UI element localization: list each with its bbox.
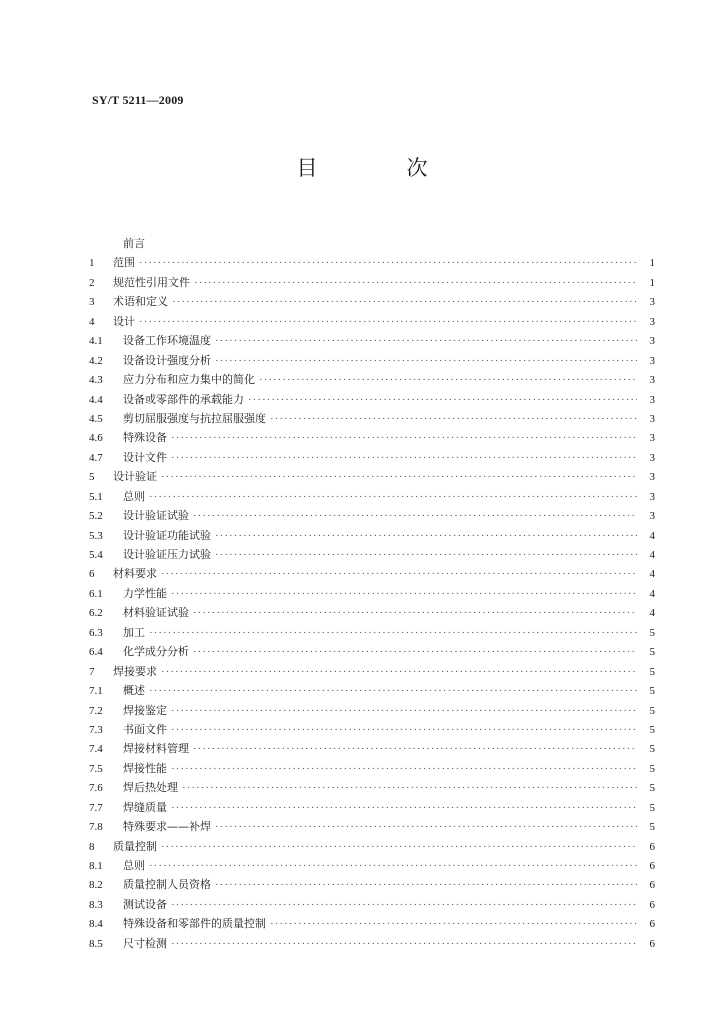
toc-entry[interactable] [89,564,655,583]
toc-entry-label: 质量控制 [113,839,157,853]
toc-entry-number: 4.2 [89,354,103,367]
toc-entry-page-number: 6 [649,937,655,950]
toc-entry-number: 7.7 [89,801,103,814]
toc-entry-page-number: 4 [649,549,655,561]
toc-entry-page-number: 5 [649,685,655,698]
toc-entry-number: 8 [89,840,95,853]
toc-entry-number: 4.6 [89,432,103,445]
toc-entry-number: 6 [89,568,95,581]
toc-entry-page-number: 6 [649,879,655,892]
toc-dot-leader [270,410,637,429]
page-title: 目 次 [296,156,462,180]
toc-dot-leader [171,449,637,468]
toc-entry-number: 7 [89,665,95,678]
toc-entry-page-number: 6 [649,898,655,911]
toc-entry-number: 5.4 [89,549,103,561]
toc-entry[interactable] [89,623,655,642]
toc-entry-label: 范围 [113,256,135,270]
toc-entry-page-number: 5 [649,743,655,756]
toc-entry-label: 特殊要求——补焊 [123,820,211,834]
toc-entry[interactable] [89,662,655,681]
toc-dot-leader [161,468,637,487]
toc-entry-page-number: 5 [649,782,655,795]
toc-entry-label: 测试设备 [123,897,167,911]
toc-entry[interactable] [89,448,655,467]
toc-dot-leader [161,838,637,857]
toc-entry-page-number: 3 [649,354,655,367]
toc-entry-page-number: 5 [649,762,655,775]
toc-dot-leader [193,643,637,662]
toc-entry-page-number: 6 [649,840,655,853]
toc-entry-page-number: 3 [649,432,655,445]
toc-entry[interactable] [89,467,655,486]
toc-entry-label: 焊缝质量 [123,800,167,814]
toc-entry-number: 5.1 [89,490,103,503]
toc-entry-page-number: 3 [649,451,655,464]
toc-entry-number: 7.4 [89,743,103,756]
toc-entry-label: 材料要求 [113,567,157,581]
toc-entry-label: 设计验证功能试验 [123,528,211,542]
toc-entry[interactable] [89,487,655,506]
toc-entry-page-number: 5 [649,646,655,659]
toc-dot-leader [171,721,637,740]
toc-entry[interactable] [89,837,655,856]
toc-entry-number: 5 [89,471,95,484]
toc-dot-leader [215,818,637,837]
standard-number: SY/T 5211—2009 [92,93,184,107]
toc-entry-label: 总则 [123,859,145,872]
toc-dot-leader [215,352,637,371]
toc-dot-leader [270,915,637,934]
toc-entry[interactable] [89,409,655,428]
toc-entry[interactable] [89,253,655,272]
toc-entry-page-number: 5 [649,704,655,717]
toc-entry-number: 4.4 [89,393,103,406]
toc-entry-label: 规范性引用文件 [113,275,190,289]
toc-entry-number: 6.4 [89,646,103,659]
toc-entry-number: 7.2 [89,704,103,717]
toc-dot-leader [172,293,637,312]
toc-entry[interactable] [89,526,655,545]
toc-entry-page-number: 3 [649,296,655,309]
toc-entry-label: 设计文件 [123,450,167,464]
toc-entry-label: 化学成分分析 [123,645,189,659]
toc-entry-page-number: 5 [649,723,655,736]
toc-entry-page-number: 1 [649,257,655,270]
toc-entry-page-number: 3 [649,335,655,348]
toc-entry[interactable] [89,234,655,253]
toc-entry-number: 8.4 [89,918,103,931]
toc-entry[interactable] [89,351,655,370]
toc-entry-page-number: 5 [649,626,655,639]
toc-dot-leader [149,682,637,701]
toc-entry-label: 前言 [123,237,145,250]
toc-dot-leader [215,546,637,565]
toc-entry-page-number: 3 [649,412,655,425]
toc-entry-label: 设计验证压力试验 [123,548,211,561]
toc-entry-label: 力学性能 [123,586,167,600]
toc-dot-leader [171,429,637,448]
toc-entry[interactable] [89,759,655,778]
toc-entry[interactable] [89,817,655,836]
toc-entry[interactable] [89,273,655,292]
toc-entry-label: 焊后热处理 [123,781,178,795]
toc-entry-page-number: 3 [649,471,655,484]
toc-entry-number: 7.6 [89,782,103,795]
toc-entry[interactable] [89,701,655,720]
toc-dot-leader [161,565,637,584]
toc-entry-number: 3 [89,296,95,309]
toc-dot-leader [171,935,637,954]
toc-entry-label: 焊接性能 [123,761,167,775]
toc-entry-page-number: 3 [649,490,655,503]
toc-dot-leader [182,779,637,798]
toc-entry-page-number: 3 [649,510,655,523]
toc-entry-page-number: 3 [649,315,655,328]
toc-entry-page-number: 5 [649,821,655,834]
toc-entry-number: 4.7 [89,451,103,464]
toc-entry-label: 设计验证试验 [123,509,189,523]
toc-entry-number: 4 [89,315,95,328]
toc-entry-label: 设备或零部件的承载能力 [123,392,244,406]
toc-entry-page-number: 5 [649,801,655,814]
toc-dot-leader [215,332,637,351]
toc-dot-leader [139,254,637,273]
toc-entry[interactable] [89,895,655,914]
toc-entry-label: 尺寸检测 [123,936,167,950]
toc-entry[interactable] [89,934,655,953]
toc-entry-number: 8.2 [89,879,103,892]
toc-entry[interactable] [89,292,655,311]
toc-entry-page-number: 3 [649,374,655,387]
toc-entry-number: 7.1 [89,685,103,698]
toc-dot-leader [139,313,637,332]
toc-entry[interactable] [89,584,655,603]
toc-entry-page-number: 4 [649,587,655,600]
toc-entry[interactable] [89,428,655,447]
toc-dot-leader [215,876,637,895]
toc-entry-page-number: 6 [649,918,655,931]
toc-entry[interactable] [89,506,655,525]
toc-entry-page-number: 4 [649,607,655,620]
toc-entry-number: 6.1 [89,587,103,600]
toc-entry-page-number: 4 [649,529,655,542]
toc-dot-leader [194,274,637,293]
toc-dot-leader [171,799,637,818]
toc-dot-leader [193,604,637,623]
toc-entry-label: 概述 [123,684,145,698]
toc-entry[interactable] [89,914,655,933]
toc-entry-label: 应力分布和应力集中的简化 [123,373,255,387]
toc-entry[interactable] [89,603,655,622]
toc-entry-number: 1 [89,257,95,270]
toc-entry-number: 8.3 [89,898,103,911]
toc-entry-number: 5.3 [89,529,103,542]
toc-dot-leader [259,371,637,390]
toc-entry-label: 设备工作环境温度 [123,334,211,348]
toc-dot-leader [248,391,637,410]
toc-dot-leader [193,507,637,526]
toc-entry-number: 4.3 [89,374,103,387]
toc-entry-label: 焊接要求 [113,664,157,678]
toc-entry[interactable] [89,390,655,409]
toc-entry-label: 焊接鉴定 [123,703,167,717]
toc-dot-leader [161,663,637,682]
toc-entry-label: 加工 [123,625,145,639]
toc-entry-number: 8.1 [89,860,103,872]
toc-dot-leader [149,857,637,876]
toc-entry-number: 7.3 [89,723,103,736]
toc-entry-label: 设备设计强度分析 [123,353,211,367]
toc-entry-number: 6.3 [89,626,103,639]
toc-entry-number: 2 [89,276,95,289]
toc-entry[interactable] [89,856,655,875]
toc-entry-number: 4.1 [89,335,103,348]
toc-entry[interactable] [89,642,655,661]
toc-entry-label: 总则 [123,489,145,503]
toc-entry[interactable] [89,681,655,700]
toc-entry-number: 7.8 [89,821,103,834]
toc-entry-label: 剪切屈服强度与抗拉屈服强度 [123,411,266,425]
toc-entry-number: 8.5 [89,937,103,950]
toc-entry[interactable] [89,720,655,739]
toc-entry-page-number: 4 [649,568,655,581]
toc-entry[interactable] [89,370,655,389]
toc-entry[interactable] [89,545,655,564]
toc-entry-number: 4.5 [89,412,103,425]
toc-entry-page-number: 3 [649,393,655,406]
toc-dot-leader [215,527,637,546]
table-of-contents [89,234,655,953]
toc-entry-label: 设计 [113,314,135,328]
toc-entry[interactable] [89,312,655,331]
toc-entry-number: 6.2 [89,607,103,620]
toc-entry-number: 7.5 [89,762,103,775]
toc-entry-label: 书面文件 [123,722,167,736]
toc-entry[interactable] [89,331,655,350]
toc-dot-leader [171,896,637,915]
toc-dot-leader [171,760,637,779]
toc-entry-number: 5.2 [89,510,103,523]
toc-entry-label: 特殊设备 [123,431,167,445]
toc-dot-leader [193,740,637,759]
toc-entry-label: 术语和定义 [113,295,168,309]
toc-entry-page-number: 5 [649,665,655,678]
toc-entry-page-number: 6 [649,860,655,872]
toc-dot-leader [149,624,637,643]
toc-dot-leader [171,585,637,604]
toc-entry-label: 特殊设备和零部件的质量控制 [123,917,266,931]
toc-entry[interactable] [89,798,655,817]
toc-entry[interactable] [89,739,655,758]
toc-entry-label: 设计验证 [113,470,157,484]
toc-entry-label: 焊接材料管理 [123,742,189,756]
toc-entry-label: 质量控制人员资格 [123,878,211,892]
toc-entry[interactable] [89,875,655,894]
toc-entry-label: 材料验证试验 [123,606,189,620]
toc-dot-leader [171,702,637,721]
toc-dot-leader [149,488,637,507]
toc-entry-page-number: 1 [649,276,655,289]
toc-entry[interactable] [89,778,655,797]
